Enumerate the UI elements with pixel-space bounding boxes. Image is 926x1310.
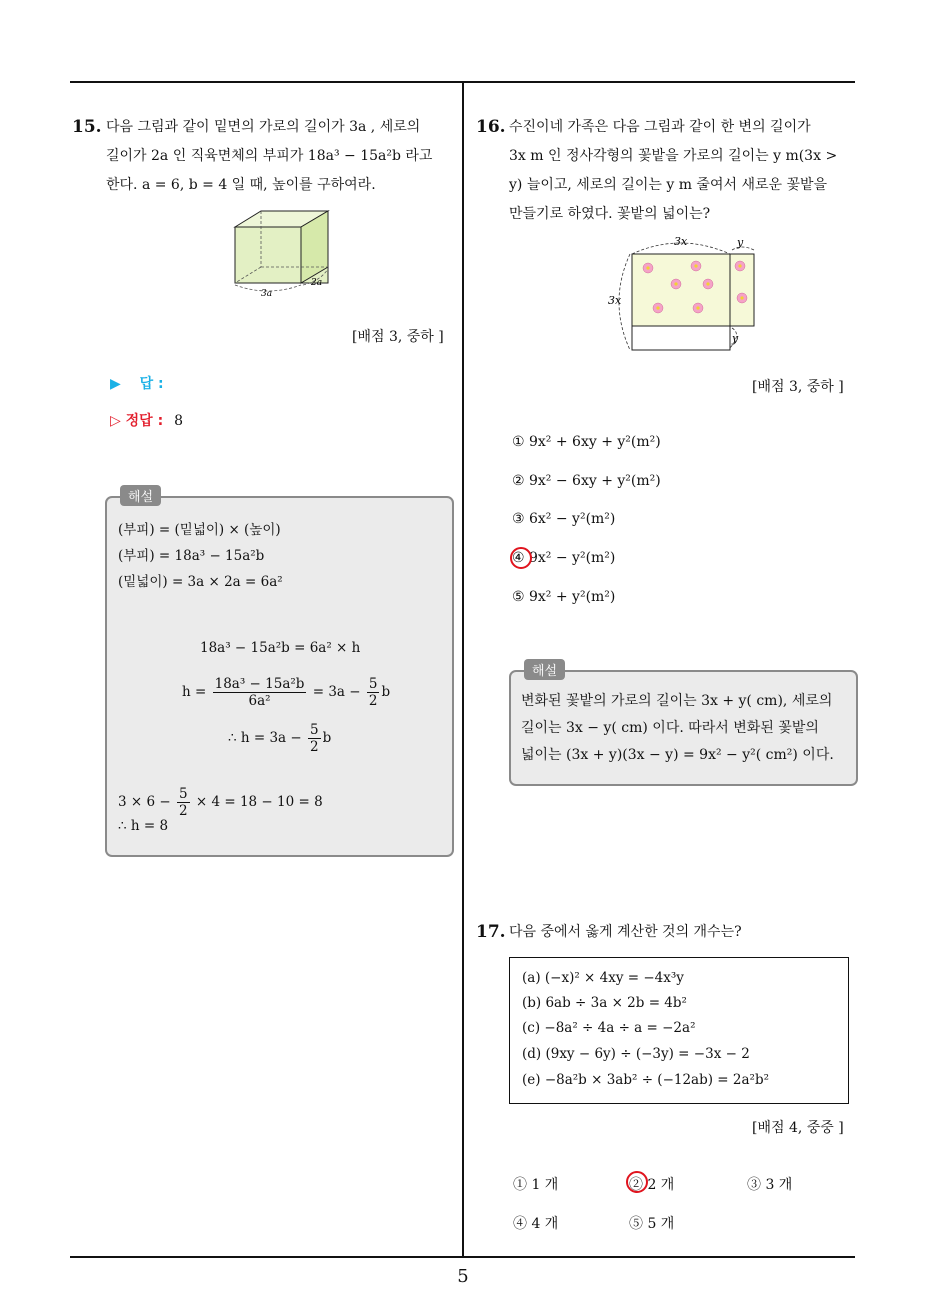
q17-text: 다음 중에서 옳게 계산한 것의 개수는? xyxy=(509,924,742,940)
q15-sol-line-3: (밑넓이) = 3a × 2a = 6a² xyxy=(118,574,283,590)
q16-line-4: 만들기로 하였다. 꽃밭의 넓이는? xyxy=(509,206,711,222)
q15-text xyxy=(106,113,456,200)
q15-fig-label-3a: 3a xyxy=(261,289,273,299)
q16-choice-4[interactable]: ④ 9x² − y²(m²) xyxy=(512,550,616,566)
q16-solution-tag: 해설 xyxy=(524,659,565,680)
q16-number: 16. xyxy=(476,117,506,137)
q15-sol-h-prefix: h = xyxy=(182,684,207,700)
q17-item-b: (b) 6ab ÷ 3a × 2b = 4b² xyxy=(522,995,687,1011)
q17-number: 17. xyxy=(476,922,506,942)
q17-choice-3[interactable]: ③ 3 개 xyxy=(747,1177,793,1193)
q15-sol-calc-den: 2 xyxy=(178,803,188,819)
q15-correct-line xyxy=(110,410,183,430)
q17-choice-5[interactable]: ⑤ 5 개 xyxy=(629,1216,675,1232)
q15-sol-calc-suffix: × 4 = 18 − 10 = 8 xyxy=(195,794,323,810)
q16-fig-right-top-label: y xyxy=(737,236,744,249)
q16-fig-top-label: 3x xyxy=(674,235,688,248)
q17-choice-2[interactable]: ② 2 개 xyxy=(629,1177,675,1193)
q15-sol-therefore-prefix: ∴ h = 3a − xyxy=(228,730,307,746)
page-number: 5 xyxy=(457,1266,469,1287)
outline-triangle-icon: ▷ xyxy=(110,413,121,429)
q16-choice-3[interactable]: ③ 6x² − y²(m²) xyxy=(512,511,616,527)
q15-sol-calc xyxy=(118,786,323,819)
q16-choice-1[interactable]: ① 9x² + 6xy + y²(m²) xyxy=(512,434,661,450)
q15-fig-label-2a: 2a xyxy=(311,278,323,288)
q16-line-3: y) 늘이고, 세로의 길이는 y m 줄여서 새로운 꽃밭을 xyxy=(509,177,828,193)
q16-sol-line-2: 길이는 3x − y( cm) 이다. 따라서 변화된 꽃밭의 xyxy=(521,720,819,736)
q15-solution-tag: 해설 xyxy=(120,485,161,506)
q15-line-3: 한다. a = 6, b = 4 일 때, 높이를 구하여라. xyxy=(106,177,376,193)
q17-choice-4[interactable]: ④ 4 개 xyxy=(513,1216,559,1232)
q15-sol-line-4: 18a³ − 15a²b = 6a² × h xyxy=(200,640,361,656)
q17-item-e: (e) −8a²b × 3ab² ÷ (−12ab) = 2a²b² xyxy=(522,1072,770,1088)
play-triangle-icon: ▶ xyxy=(110,376,121,392)
q15-sol-line-1: (부피) = (밑넓이) × (높이) xyxy=(118,522,281,538)
column-divider xyxy=(462,82,464,1258)
q15-sol-b: b xyxy=(381,684,391,700)
q16-line-2: 3x m 인 정사각형의 꽃밭을 가로의 길이는 y m(3x > xyxy=(509,148,838,164)
q16-sol-line-3: 넓이는 (3x + y)(3x − y) = 9x² − y²( cm²) 이다. xyxy=(521,747,834,763)
q15-sol-line-2: (부피) = 18a³ − 15a²b xyxy=(118,548,265,564)
q15-sol-therefore-h xyxy=(228,722,331,755)
q15-sol-big-frac xyxy=(213,676,307,709)
q16-text xyxy=(509,113,859,229)
q15-sol-h-formula xyxy=(182,676,390,709)
q15-sol-frac-5-2-b xyxy=(308,722,321,755)
q15-sol-calc-prefix: 3 × 6 − xyxy=(118,794,171,810)
q16-choice-2[interactable]: ② 9x² − 6xy + y²(m²) xyxy=(512,473,661,489)
q16-sol-line-1: 변화된 꽃밭의 가로의 길이는 3x + y( cm), 세로의 xyxy=(521,693,833,709)
q16-marked-circle xyxy=(510,547,532,569)
q17-item-d: (d) (9xy − 6y) ÷ (−3y) = −3x − 2 xyxy=(522,1046,750,1062)
q15-sol-mid: = 3a − xyxy=(312,684,361,700)
q15-correct-value: 8 xyxy=(174,413,183,429)
q15-sol-frac-num-b: 5 xyxy=(310,722,319,738)
q15-sol-frac-den: 2 xyxy=(368,693,378,709)
bottom-rule xyxy=(70,1256,855,1258)
q17-item-c: (c) −8a² ÷ 4a ÷ a = −2a² xyxy=(522,1020,696,1036)
q15-line-1: 다음 그림과 같이 밑면의 가로의 길이가 3a , 세로의 xyxy=(106,119,421,135)
q15-meta: [배점 3, 중하 ] xyxy=(352,329,444,345)
q16-choice-5[interactable]: ⑤ 9x² + y²(m²) xyxy=(512,589,616,605)
q15-sol-frac-5-2 xyxy=(367,676,380,709)
q15-number: 15. xyxy=(72,117,102,137)
q17-choice-1[interactable]: ① 1 개 xyxy=(513,1177,559,1193)
q16-fig-right-bottom-label: y xyxy=(732,332,739,345)
q16-fig-left-label: 3x xyxy=(608,294,622,307)
q15-sol-b-2: b xyxy=(322,730,332,746)
q16-meta: [배점 3, 중하 ] xyxy=(752,379,844,395)
q15-line-2: 길이가 2a 인 직육면체의 부피가 18a³ − 15a²b 라고 xyxy=(106,148,433,164)
q15-correct-label: 정답 : xyxy=(125,413,164,429)
q17-marked-circle xyxy=(626,1171,648,1193)
q15-cuboid-figure xyxy=(225,205,340,300)
q15-sol-calc-frac xyxy=(177,786,190,819)
q16-garden-figure xyxy=(606,232,766,356)
q15-answer-line xyxy=(110,373,164,393)
q15-sol-frac-num: 5 xyxy=(368,676,378,692)
q16-line-1: 수진이네 가족은 다음 그림과 같이 한 변의 길이가 xyxy=(509,119,811,135)
q15-sol-calc-num: 5 xyxy=(178,786,188,802)
q15-sol-big-num: 18a³ − 15a²b xyxy=(214,676,305,692)
q17-item-a: (a) (−x)² × 4xy = −4x³y xyxy=(522,970,684,986)
q15-answer-label: 답 : xyxy=(139,376,164,392)
q15-sol-line-final: ∴ h = 8 xyxy=(118,818,169,834)
q15-sol-frac-den-b: 2 xyxy=(310,739,319,755)
q15-sol-big-den: 6a² xyxy=(248,693,271,709)
q17-meta: [배점 4, 중중 ] xyxy=(752,1120,844,1136)
